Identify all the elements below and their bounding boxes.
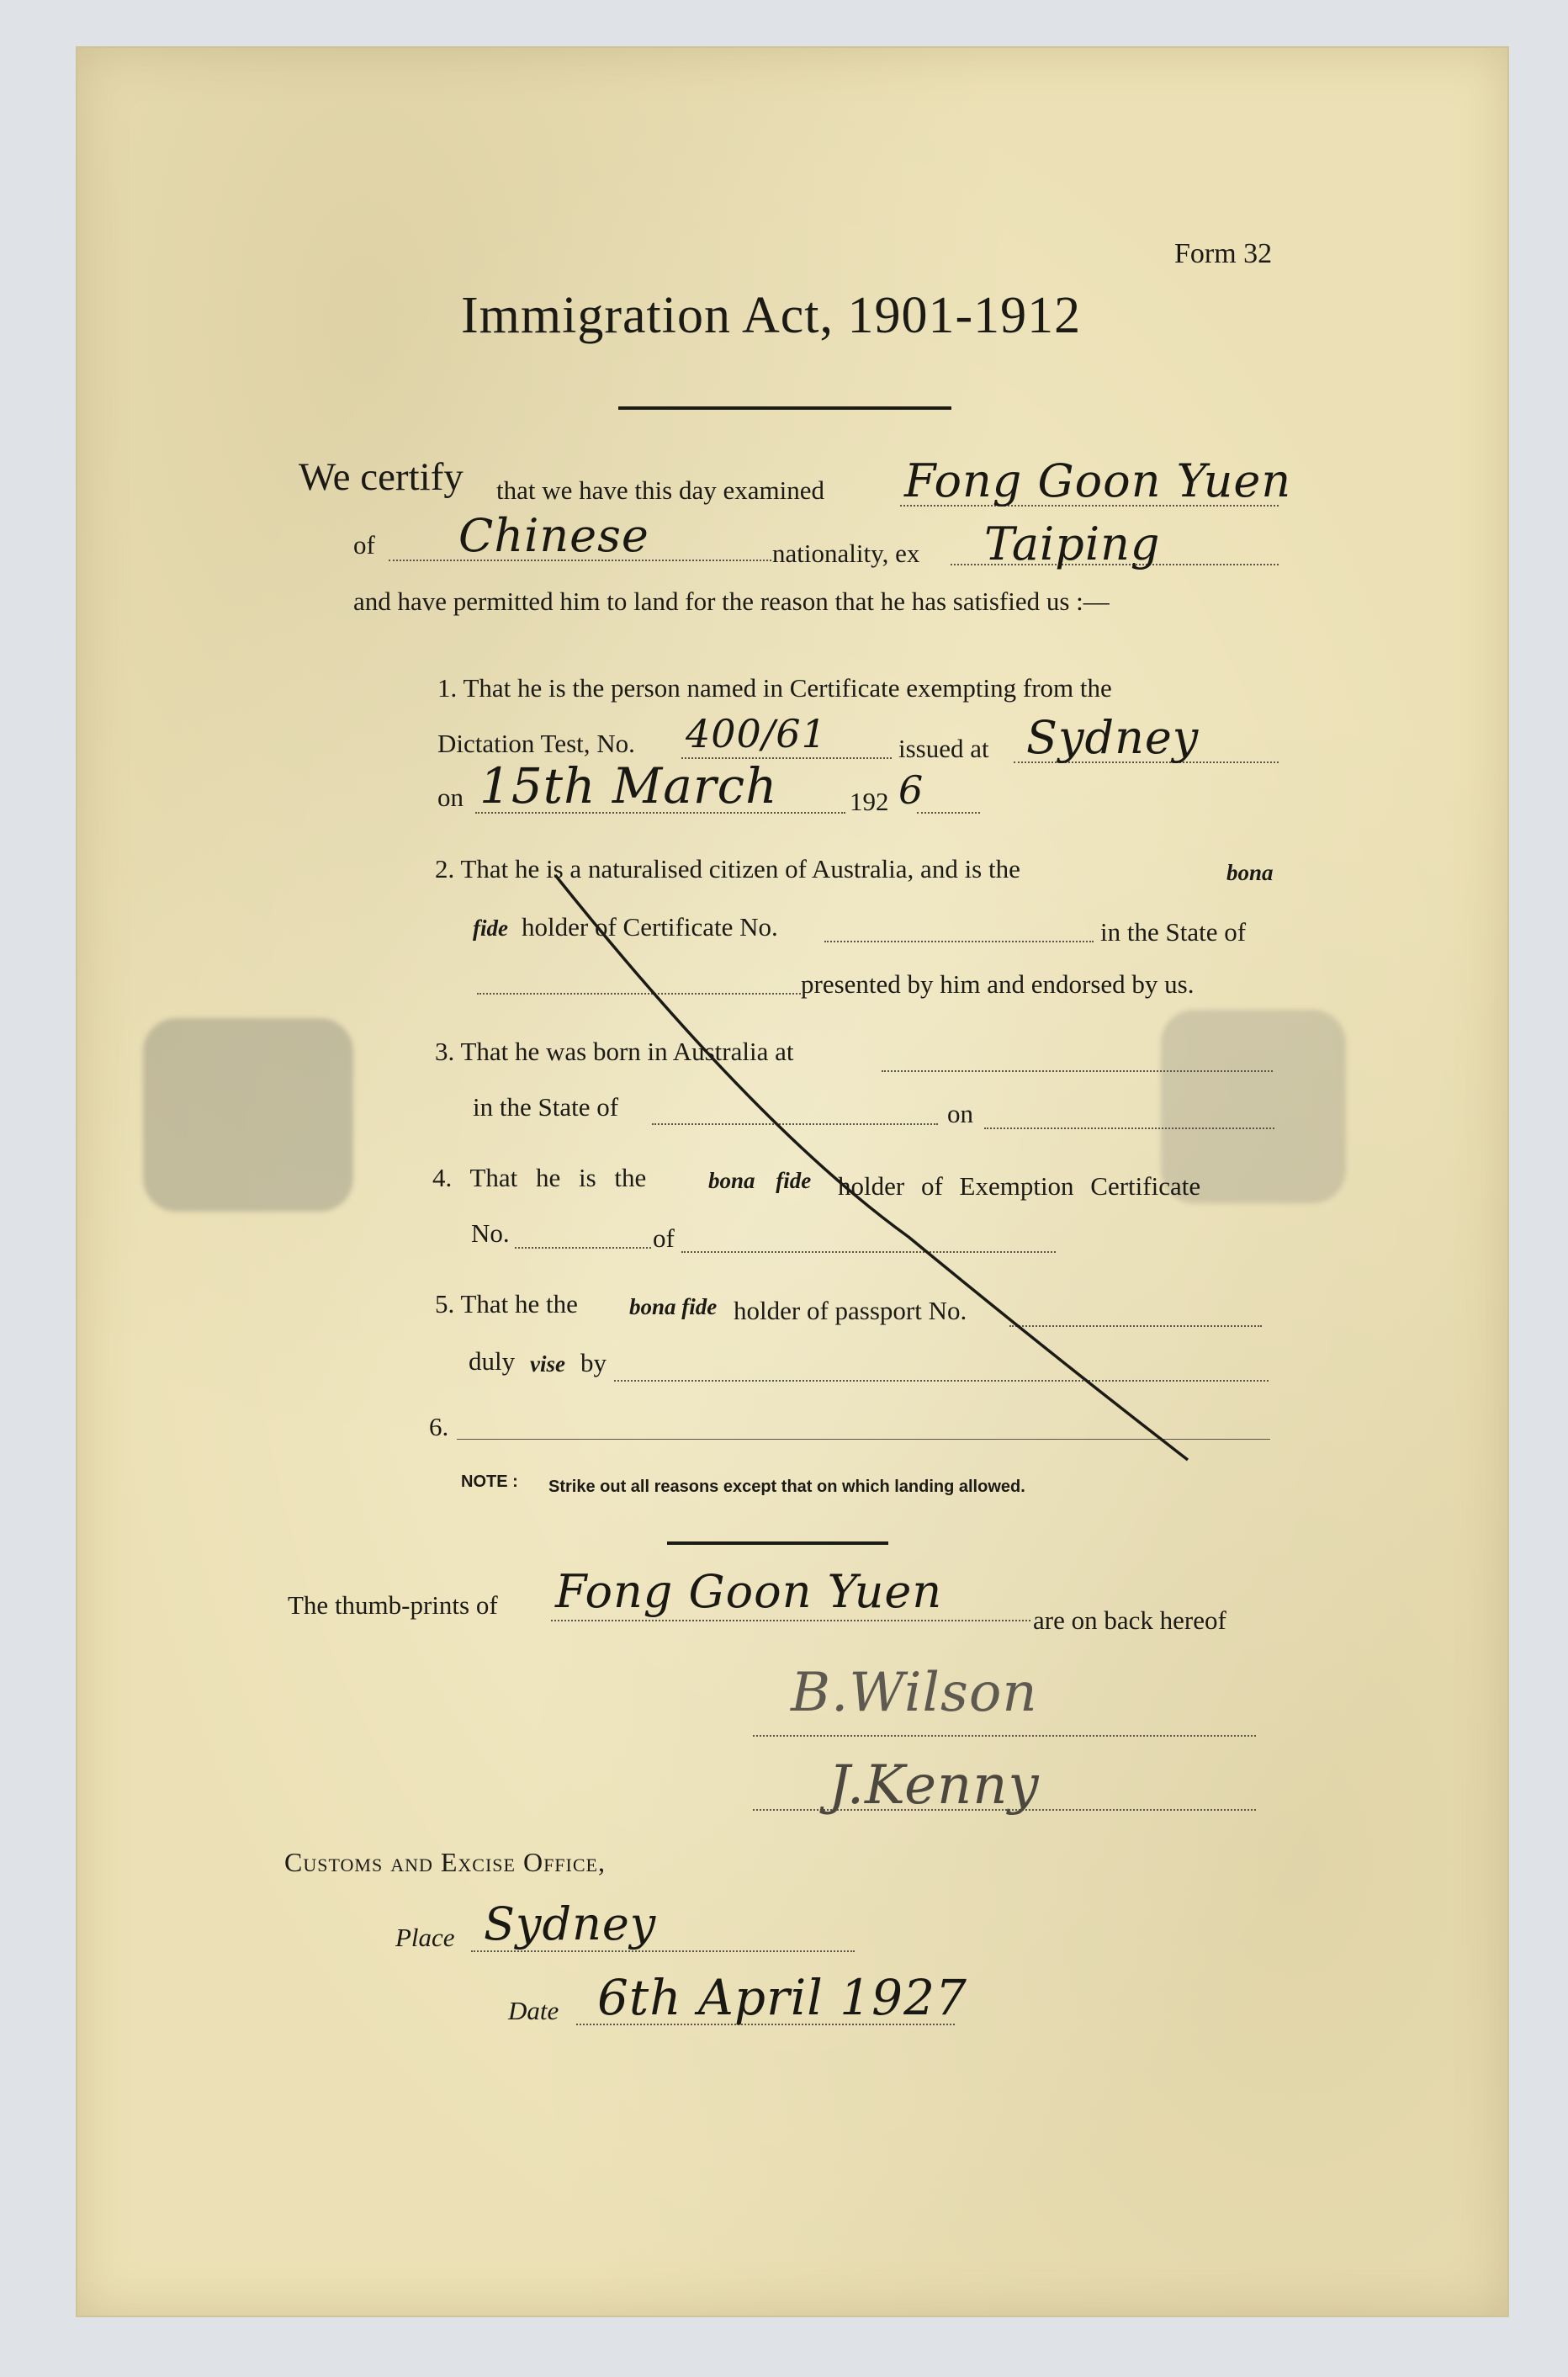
note-label: NOTE :	[461, 1472, 518, 1491]
reason-3-state: in the State of	[473, 1092, 619, 1122]
reason-4-bona-fide: bona fide	[708, 1168, 812, 1193]
note-text: Strike out all reasons except that on which landing allowed.	[548, 1478, 1025, 1496]
signature-1: B.Wilson	[791, 1662, 1038, 1724]
certify-lead: We certify	[299, 455, 464, 499]
reason-3-on: on	[947, 1099, 973, 1128]
ship-value: Taiping	[984, 517, 1161, 570]
reason-2-fide: fide	[473, 915, 508, 941]
office-heading: Customs and Excise Office,	[284, 1847, 606, 1877]
signature-2: J.Kenny	[829, 1754, 1040, 1817]
reason-5-duly: duly	[469, 1346, 516, 1376]
reason-1-year-prefix: 192	[850, 787, 889, 816]
reason-6: 6.	[429, 1412, 449, 1441]
examined-name: Fong Goon Yuen	[904, 454, 1292, 507]
reason-1-year-digit: 6	[898, 767, 924, 813]
reason-1-date: 15th March	[479, 757, 778, 814]
reason-2-presented: presented by him and endorsed by us.	[801, 969, 1195, 999]
reason-4-no: No.	[471, 1218, 510, 1248]
nationality-value: Chinese	[458, 509, 649, 562]
date-label: Date	[508, 1996, 559, 2025]
reason-4-of: of	[653, 1223, 675, 1253]
reason-5-bona-fide: bona fide	[629, 1294, 718, 1319]
reason-1-on: on	[437, 783, 464, 812]
date-value: 6th April 1927	[597, 1969, 967, 2026]
certify-intro: that we have this day examined	[496, 475, 824, 505]
reason-2-holder: holder of Certificate No.	[522, 912, 778, 942]
of-label: of	[353, 530, 375, 560]
form-number: Form 32	[1174, 238, 1273, 269]
reason-5-vise: vise	[530, 1351, 565, 1377]
place-label: Place	[395, 1923, 455, 1952]
reason-1-line-1: 1. That he is the person named in Certificate exempting from the	[437, 673, 1112, 703]
nationality-label: nationality, ex	[772, 539, 920, 568]
reason-2-state: in the State of	[1100, 917, 1247, 947]
reason-5-prefix: 5. That he the	[435, 1289, 578, 1318]
reason-5-suffix: holder of passport No.	[734, 1296, 967, 1325]
reason-3-line-1: 3. That he was born in Australia at	[435, 1037, 794, 1066]
reason-5-by: by	[580, 1348, 607, 1377]
thumbprints-name: Fong Goon Yuen	[555, 1565, 943, 1618]
reason-2-bona: bona	[1226, 860, 1274, 885]
thumbprints-suffix: are on back hereof	[1033, 1605, 1226, 1635]
reason-1-dictation: Dictation Test, No.	[437, 729, 635, 758]
thumbprints-prefix: The thumb-prints of	[288, 1590, 498, 1620]
form-title: Immigration Act, 1901-1912	[461, 287, 1082, 344]
reason-4-suffix: holder of Exemption Certificate	[838, 1171, 1201, 1201]
reason-4-prefix: 4. That he is the	[432, 1163, 647, 1192]
reason-1-issued-place: Sydney	[1026, 711, 1200, 764]
reason-2-line-1: 2. That he is a naturalised citizen of Australia, and is the	[435, 854, 1020, 883]
place-value: Sydney	[484, 1897, 657, 1950]
reason-1-issued: issued at	[898, 734, 989, 763]
reason-1-cert-no: 400/61	[686, 711, 827, 756]
permitted-text: and have permitted him to land for the reason that he has satisfied us :—	[353, 586, 1110, 616]
